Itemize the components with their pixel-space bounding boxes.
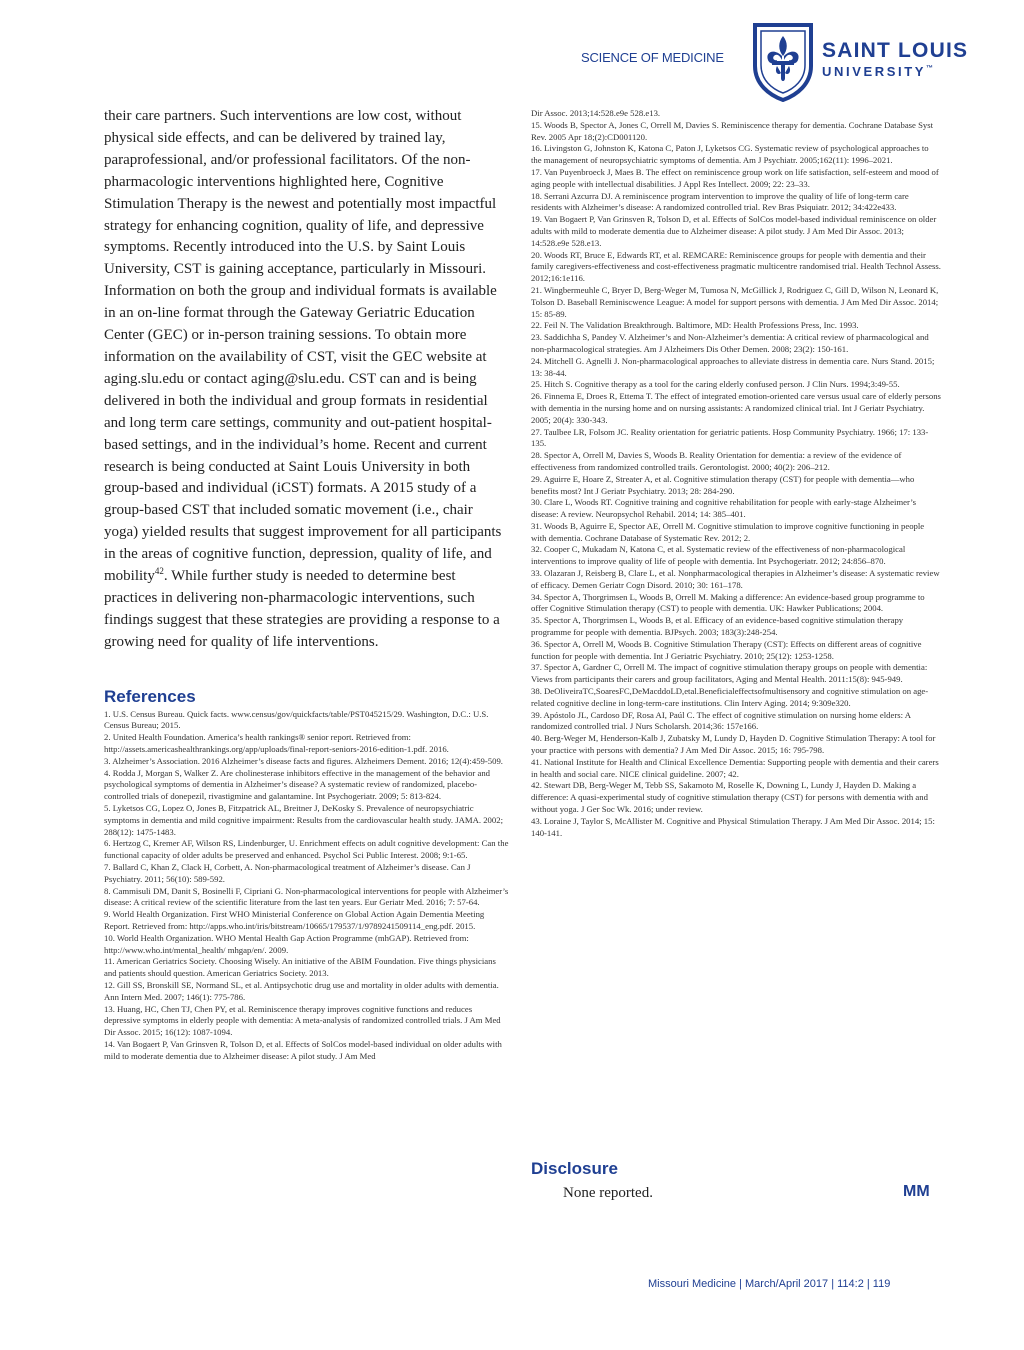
university-logo-text: [822, 40, 968, 78]
right-column: [531, 108, 941, 839]
reference-item: 25. Hitch S. Cognitive therapy as a tool for the caring elderly confused person. J Clin Nurs. 1994;3:49-55.: [531, 379, 900, 390]
reference-item: 12. Gill SS, Bronskill SE, Normand SL, et al. Antipsychotic drug use and mortality in older adults with dementia. Ann Intern Med. 2007; 146(1): 775-786.: [104, 979, 499, 1002]
body-text-part-1: their care partners. Such interventions are low cost, without physical side effects, and can be delivered by trained lay, paraprofessional, and/or professional facilitators. Of the non-pharmacologic interventions highlighted here, Cognitive Stimulation Therapy is the newest and potentially most impactful strategy for enhancing cognition, quality of life, and depressive symptoms. Recently introduced into the U.S. by Saint Louis University, CST is gaining acceptance, particularly in Missouri. Information on both the group and individual formats is available in an on-line format through the Gateway Geriatric Education Center (GEC) or in-person training sessions. To obtain more information on the availability of CST, visit the GEC website at aging.slu.edu or contact aging@slu.edu. CST can and is being delivered in both the individual and group formats in residential and long term care settings, community and out-patient hospital-based settings, and in the individual’s home. Recent and current research is being conducted at Saint Louis University in both group-based and individual (iCST) formats. A 2015 study of a group-based CST that included somatic movement (i.e., chair yoga) yielded results that suggest improvement for all participants in the areas of cognitive function, depression, quality of life, and mobility: [104, 108, 502, 585]
reference-item: 26. Finnema E, Droes R, Ettema T. The effect of integrated emotion-oriented care versus usual care of elderly persons with dementia in the nursing home and on nursing assistants: A randomized clinical trial. Int J Geriatr Psychiatry. 2005; 20(4): 330-343.: [531, 391, 941, 425]
reference-item: 28. Spector A, Orrell M, Davies S, Woods B. Reality Orientation for dementia: a review of the evidence of effectiveness from randomized controlled trails. Gerontologist. 2000; 40(2): 206–212.: [531, 450, 902, 472]
reference-item: 3. Alzheimer’s Association. 2016 Alzheimer’s disease facts and figures. Alzheimers Dement. 2016; 12(4):459-509.: [104, 755, 503, 766]
reference-item: 16. Livingston G, Johnston K, Katona C, Paton J, Lyketsos CG. Systematic review of psychological approaches to the management of neuropsychiatric symptoms of dementia. Am J Psychiatr. 2005;162(11): 1996–2021.: [531, 143, 929, 166]
reference-item: 42. Stewart DB, Berg-Weger M, Tebb SS, Sakamoto M, Roselle K, Downing L, Lundy J, Hayden D. Making a difference: A quasi-experimental study of cognitive stimulation therapy (CST) for persons with dementia with and without yoga. J Ger Soc Wk. 2016; under review.: [531, 780, 928, 815]
disclosure-heading: Disclosure: [531, 1159, 618, 1178]
reference-item: 38. DeOliveiraTC,SoaresFC,DeMacddoLD,etal.Beneficialeffectsofmultisensory and cognitive stimulation on age-related cognitive decline in long-term-care institutions. Clin Interv Aging. 2014; 9:309e320.: [531, 686, 929, 708]
reference-item: 40. Berg-Weger M, Henderson-Kalb J, Zubatsky M, Lundy D, Hayden D. Cognitive Stimulation Therapy: A tool for your practice with persons with dementia? J Am Med Dir Assoc. 2015; 16: 795-798.: [531, 733, 936, 756]
reference-item: 22. Feil N. The Validation Breakthrough. Baltimore, MD: Health Professions Press, Inc. 1993.: [531, 320, 859, 331]
reference-item: 1. U.S. Census Bureau. Quick facts. www.census/gov/quickfacts/table/PST045215/29. Washington, D.C.: U.S. Census Bureau; 2015.: [104, 708, 489, 731]
left-column: [104, 106, 509, 1063]
reference-item: Dir Assoc. 2013;14:528.e9e 528.e13.: [531, 108, 661, 118]
reference-item: 17. Van Puyenbroeck J, Maes B. The effect on reminiscence group work on life satisfaction, self-esteem and mood of aging people with intellectual disabilities. J Appl Res Intellect. 2009; 22: 23–33.: [531, 166, 939, 189]
reference-item: 19. Van Bogaert P, Van Grinsven R, Tolson D, et al. Effects of SolCos model-based individual reminiscence on older adults with mild to moderate dementia due to Alzheimer disease: A pilot study. J Am Med Dir Assoc. 2013; 14:528.e9e 528.e13.: [531, 214, 937, 248]
references-list-left: [104, 709, 509, 1063]
reference-item: 35. Spector A, Thorgrimsen L, Woods B, et al. Efficacy of an evidence-based cognitive stimulation therapy programme for people with dementia. BJPsych. 2003; 183(3):248-254.: [531, 615, 904, 638]
reference-item: 13. Huang, HC, Chen TJ, Chen PY, et al. Reminiscence therapy improves cognitive functions and reduces depressive symptoms in elderly people with dementia: A meta-analysis of randomized controlled trials. J Am Med Dir Assoc. 2015; 16(12): 1087-1094.: [104, 1003, 501, 1038]
references-heading: References: [104, 686, 196, 706]
section-label: SCIENCE OF MEDICINE: [581, 50, 724, 65]
reference-item: 8. Cammisuli DM, Danit S, Bosinelli F, Cipriani G. Non-pharmacological interventions for people with Alzheimer’s disease: A critical review of the scientific literature from the last ten years. Eur Geriatr Med. 2016; 7: 57-64.: [104, 885, 509, 908]
reference-item: 30. Clare L, Woods RT. Cognitive training and cognitive rehabilitation for people with early-stage Alzheimer’s disease: A review. Neuropsychol Rehabil. 2014; 14: 385–401.: [531, 497, 917, 520]
logo-line-2-text: UNIVERSITY: [822, 64, 927, 79]
reference-item: 18. Serrani Azcurra DJ. A reminiscence program intervention to improve the quality of life of long-term care residents with Alzheimer’s disease: A randomized controlled trial. Rev Bras Psiquiatr. 2012; 34:422e433.: [531, 190, 909, 213]
reference-item: 33. Olazaran J, Reisberg B, Clare L, et al. Nonpharmacological therapies in Alzheimer’s disease: A systematic review of efficacy. Demen Geriatr Cogn Disord. 2010; 30: 161–178.: [531, 568, 940, 590]
fleur-de-lis-shield-icon: [752, 22, 814, 102]
reference-item: 39. Apóstolo JL, Cardoso DF, Rosa AI, Paúl C. The effect of cognitive stimulation on nursing home elders: A randomized controlled trial. J Nurs Scholarsh. 2014;36: 157e166.: [531, 709, 911, 732]
reference-item: 27. Taulbee LR, Folsom JC. Reality orientation for geriatric patients. Hosp Community Psychiatry. 1966; 17: 133-135.: [531, 426, 929, 449]
reference-item: 15. Woods B, Spector A, Jones C, Orrell M, Davies S. Reminiscence therapy for dementia. Cochrane Database Syst Rev. 2005 Apr 18;(2):CD001120.: [531, 119, 934, 142]
reference-item: 21. Wingbermeuhle C, Bryer D, Berg-Weger M, Tumosa N, McGillick J, Rodriguez C, Gill D, Wilson N, Leonard K, Tolson D. Baseball Reminiscwence League: A model for support persons with dementia. J Am Med Dir Assoc. 2014; 15: 85-89.: [531, 284, 939, 319]
disclosure-text: None reported.: [563, 1185, 653, 1201]
reference-item: 23. Saddichha S, Pandey V. Alzheimer’s and Non-Alzheimer’s dementia: A critical review of pharmacological and non-pharmacological strategies. Am J Alzheimers Dis Other Demen. 2008; 23(2): 150-161.: [531, 332, 929, 354]
reference-item: 20. Woods RT, Bruce E, Edwards RT, et al. REMCARE: Reminiscence groups for people with dementia and their family caregivers-effectiveness and cost-effectiveness pragmatic multicentre randomised trial. Health Technol Assess. 2012;16:1e116.: [531, 249, 941, 284]
logo-trademark: ™: [926, 65, 934, 72]
logo-line-2: [822, 65, 968, 78]
end-mark: MM: [903, 1183, 930, 1200]
reference-item: 41. National Institute for Health and Clinical Excellence Dementia: Supporting people with dementia and their carers in health and social care. NICE clinical guideline. 2007; 42.: [531, 756, 939, 779]
reference-item: 29. Aguirre E, Hoare Z, Streater A, et al. Cognitive stimulation therapy (CST) for people with dementia—who benefits most? Int J Geriatr Psychiatry. 2013; 28: 284-290.: [531, 473, 915, 496]
references-list-right: [531, 108, 941, 839]
reference-item: 43. Loraine J, Taylor S, McAllister M. Cognitive and Physical Stimulation Therapy. J Am Med Dir Assoc. 2014; 15: 140-141.: [531, 815, 935, 838]
reference-item: 5. Lyketsos CG, Lopez O, Jones B, Fitzpatrick AL, Breitner J, DeKosky S. Prevalence of neuropsychiatric symptoms in dementia and mild cognitive impairment: Results from the cardiovascular health study. JAMA. 2002; 288(12): 1475-1483.: [104, 803, 503, 837]
reference-item: 6. Hertzog C, Kremer AF, Wilson RS, Lindenburger, U. Enrichment effects on adult cognitive development: Can the functional capacity of older adults be preserved and enhanced. Psychol Sci Public Interest. 2008; 9:1-65.: [104, 838, 509, 861]
reference-item: 7. Ballard C, Khan Z, Clack H, Corbett, A. Non-pharmacological treatment of Alzheimer’s disease. Can J Psychiatry. 2011; 56(10): 589-592.: [104, 862, 471, 884]
reference-item: 32. Cooper C, Mukadam N, Katona C, et al. Systematic review of the effectiveness of non-pharmacological interventions to improve quality of life of people with dementia. Int Psychogeriatr. 2012; 24:856–870.: [531, 544, 906, 567]
reference-item: 24. Mitchell G. Agnelli J. Non-pharmacological approaches to alleviate distress in dementia care. Nurs Stand. 2015; 13: 38-44.: [531, 355, 935, 378]
body-paragraph: [104, 106, 509, 654]
reference-item: 31. Woods B, Aguirre E, Spector AE, Orrell M. Cognitive stimulation to improve cognitive functioning in people with dementia. Cochrane Database of Systematic Rev. 2012; 2.: [531, 520, 925, 543]
reference-item: 9. World Health Organization. First WHO Ministerial Conference on Global Action Again Dementia Meeting Report. Retrieved from: http://apps.who.int/iris/bitstream/10665/179537/1/9789241509114_eng.pdf. 2015.: [104, 909, 485, 931]
logo-line-1: SAINT LOUIS: [822, 39, 969, 62]
reference-item: 10. World Health Organization. WHO Mental Health Gap Action Programme (mhGAP). Retrieved from: http://www.who.int/mental_health/ mhgap/en/. 2009.: [104, 932, 469, 955]
reference-item: 4. Rodda J, Morgan S, Walker Z. Are cholinesterase inhibitors effective in the management of the behavior and psychological symptoms of dementia in Alzheimer’s disease? A systematic review of randomized, placebo-controlled trials of donepezil, rivastigmine and galantamine. Int Psychogeriatr. 2009; 5: 813-824.: [104, 767, 491, 802]
reference-item: 11. American Geriatrics Society. Choosing Wisely. An initiative of the ABIM Foundation. Five things physicians and patients should question. American Geriatrics Society. 2013.: [104, 956, 496, 979]
reference-item: 37. Spector A, Gardner C, Orrell M. The impact of cognitive stimulation therapy groups on people with dementia: Views from participants their carers and group facilitators, Aging and Mental Health. 2011:15(8): 945-949.: [531, 662, 928, 685]
body-text-part-2: . While further study is needed to determine best practices in delivering non-pharmacologic interventions, such findings suggest that these strategies are providing a response to a growing need for quality of life interventions.: [104, 568, 500, 650]
page-footer: Missouri Medicine | March/April 2017 | 114:2 | 119: [648, 1278, 891, 1290]
reference-item: 34. Spector A, Thorgrimsen L, Woods B, Orrell M. Making a difference: An evidence-based group programme to offer Cognitive Stimulation therapy (CST) to people with dementia. UK: Hawker Publications; 2004.: [531, 591, 925, 614]
citation-superscript: 42: [154, 566, 164, 577]
reference-item: 36. Spector A, Orrell M, Woods B. Cognitive Stimulation Therapy (CST): Effects on different areas of cognitive function for people with dementia. Int J Geriatric Psychiatry. 2010; 25(12): 1253-1258.: [531, 638, 922, 661]
reference-item: 2. United Health Foundation. America’s health rankings® senior report. Retrieved from: http://assets.americashealthrankings.org/app/uploads/final-report-seniors-2016-edition-1.pdf. 2016.: [104, 732, 449, 755]
reference-item: 14. Van Bogaert P, Van Grinsven R, Tolson D, et al. Effects of SolCos model-based individual on older adults with mild to moderate dementia due to Alzheimer disease: A pilot study. J Am Med: [104, 1038, 502, 1061]
